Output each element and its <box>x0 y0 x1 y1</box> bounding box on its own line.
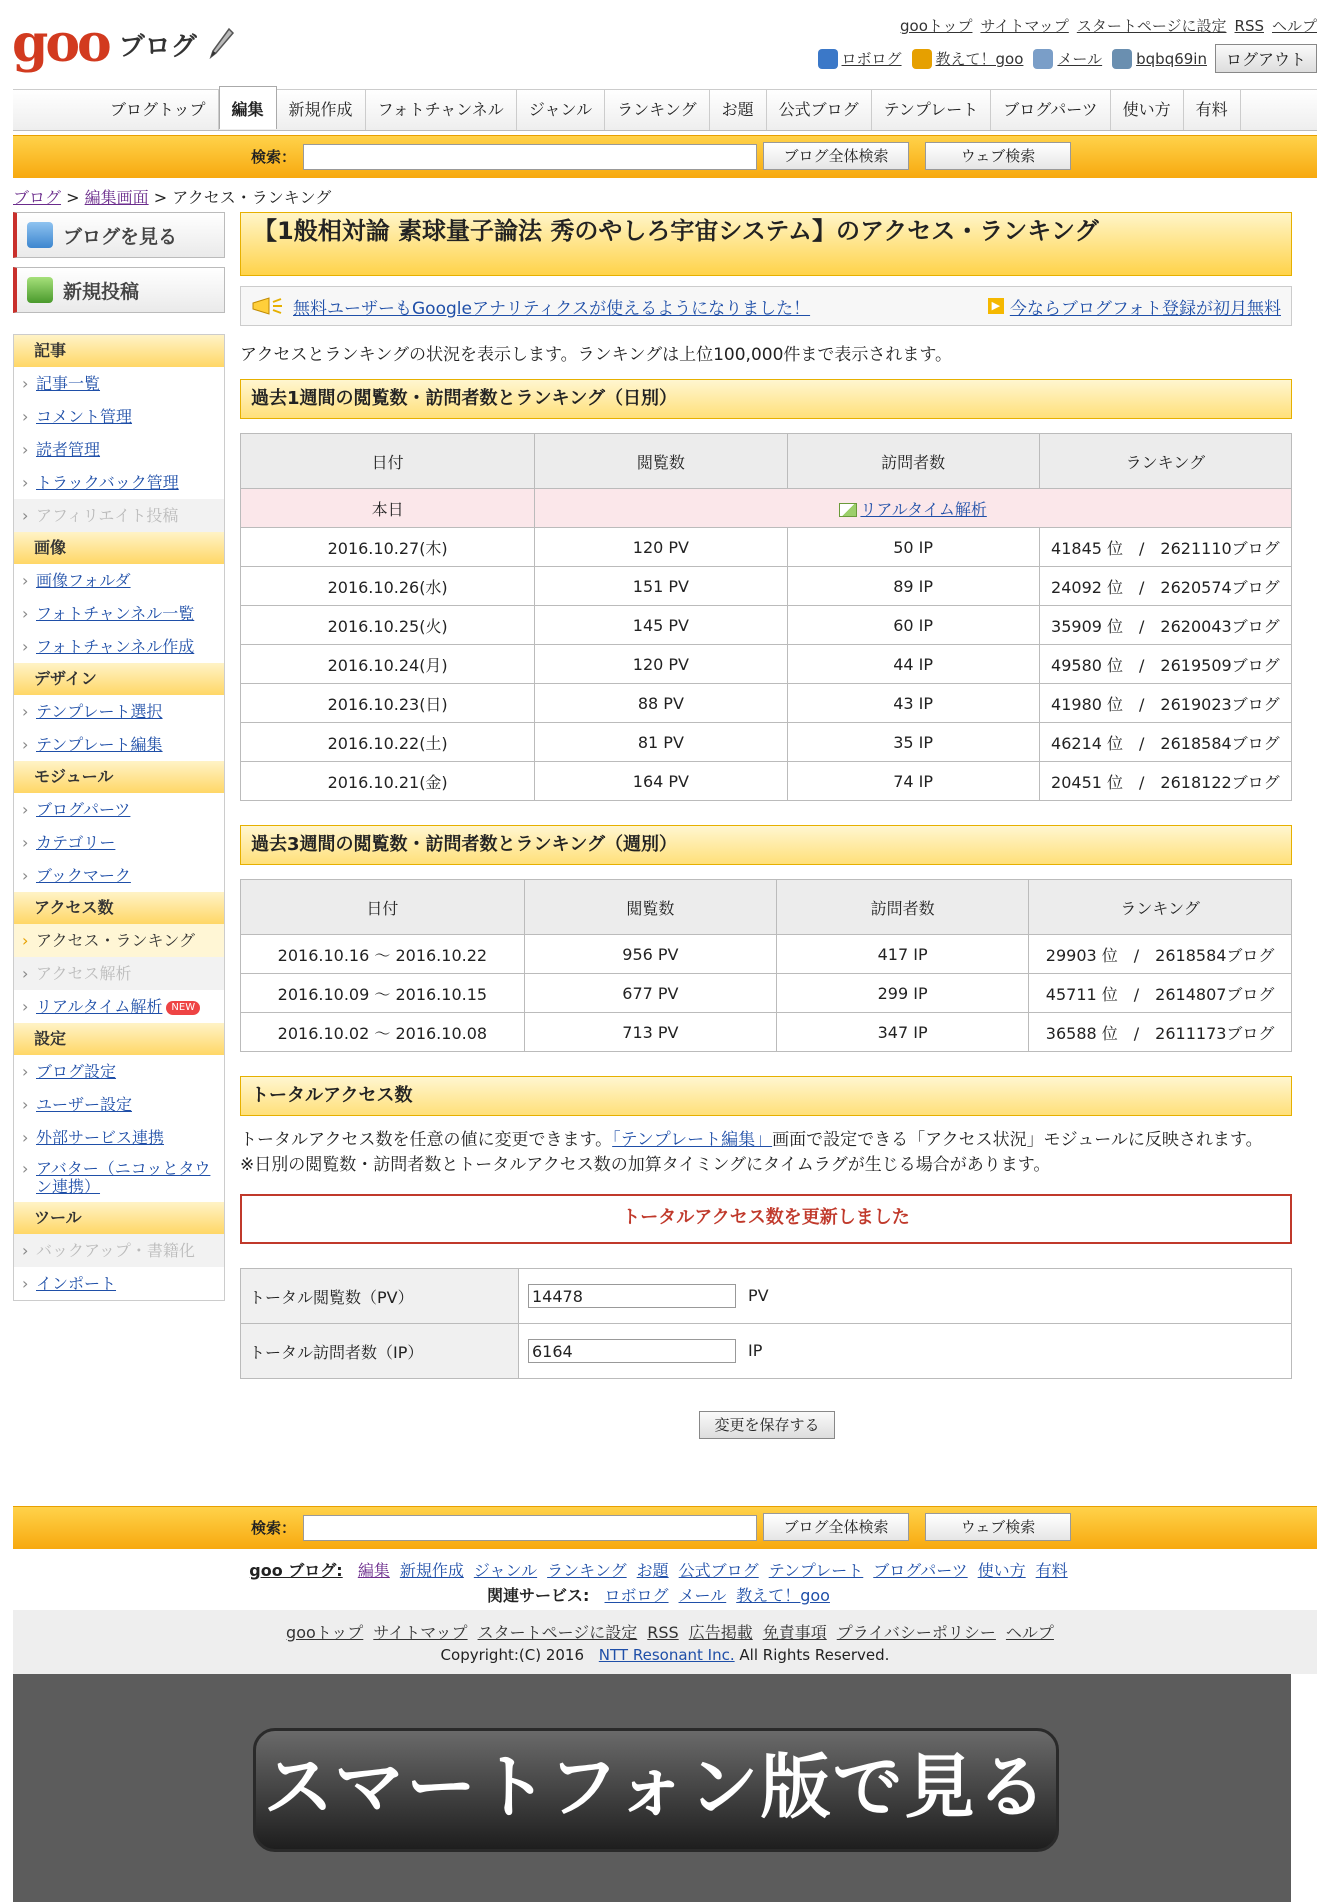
nav-item[interactable]: ランキング <box>605 90 710 130</box>
table-row <box>241 723 1292 762</box>
footer-goo-blog-label[interactable]: goo ブログ: <box>249 1561 343 1580</box>
footer-bottom-link[interactable]: スタートページに設定 <box>477 1623 638 1642</box>
table-row <box>241 762 1292 801</box>
total-ip-label: トータル訪問者数（IP） <box>241 1324 519 1379</box>
table-cell: 50 IP <box>787 528 1039 567</box>
footer-link[interactable]: ジャンル <box>473 1561 538 1580</box>
sidebar-item[interactable] <box>14 466 224 499</box>
sidebar-item[interactable] <box>14 597 224 630</box>
service-link-label: メール <box>1057 50 1103 68</box>
service-link[interactable] <box>912 48 1024 69</box>
sidebar-item-label: カテゴリー <box>36 833 116 852</box>
table-cell: 43 IP <box>787 684 1039 723</box>
table-header: 訪問者数 <box>787 434 1039 489</box>
footer-gray-band <box>13 1610 1317 1674</box>
table-cell: 45711 位 / 2614807ブログ <box>1029 974 1292 1013</box>
breadcrumb-edit-link[interactable]: 編集画面 <box>84 188 149 207</box>
sidebar-item[interactable] <box>14 1088 224 1121</box>
total-description <box>240 1128 1292 1178</box>
smartphone-banner <box>13 1674 1291 1902</box>
sidebar-item <box>14 1234 224 1267</box>
table-header: ランキング <box>1029 880 1292 935</box>
logo-blog-text: ブログ <box>118 31 197 62</box>
table-cell: 49580 位 / 2619509ブログ <box>1039 645 1291 684</box>
weekly-table <box>240 879 1292 1052</box>
table-cell: 2016.10.16 〜 2016.10.22 <box>241 935 525 974</box>
table-header: 日付 <box>241 880 525 935</box>
nav-item[interactable]: 使い方 <box>1111 90 1184 130</box>
sidebar-item[interactable] <box>14 1154 224 1202</box>
page-description: アクセスとランキングの状況を表示します。ランキングは上位100,000件まで表示されます。 <box>240 345 953 365</box>
view-blog-icon <box>27 222 53 248</box>
sidebar-item-label: リアルタイム解析 <box>36 997 163 1016</box>
footer-link[interactable]: 新規作成 <box>399 1561 464 1580</box>
footer-related-services <box>0 1583 1317 1606</box>
table-cell: 2016.10.09 〜 2016.10.15 <box>241 974 525 1013</box>
today-row <box>241 489 1292 528</box>
service-link-label: bqbq69in <box>1136 49 1207 68</box>
table-cell: 417 IP <box>777 935 1029 974</box>
sidebar-menu <box>13 334 225 1301</box>
sidebar-item[interactable] <box>14 728 224 761</box>
footer-related-link[interactable]: ロボログ <box>604 1586 669 1605</box>
main-nav <box>13 89 1317 131</box>
notice-bar <box>240 286 1292 326</box>
user-icon <box>1112 49 1132 69</box>
top-link[interactable]: スタートページに設定 <box>1076 17 1227 35</box>
table-cell: 151 PV <box>535 567 787 606</box>
sidebar-section-heading: モジュール <box>14 761 224 793</box>
nav-item[interactable]: 公式ブログ <box>767 90 872 130</box>
table-cell: 81 PV <box>535 723 787 762</box>
sidebar-item-label: ブログ設定 <box>36 1062 117 1081</box>
footer-link[interactable]: 使い方 <box>977 1561 1026 1580</box>
search-input-bottom[interactable] <box>303 1515 757 1541</box>
table-cell: 41845 位 / 2621110ブログ <box>1039 528 1291 567</box>
people-icon <box>912 49 932 69</box>
footer-link[interactable]: 有料 <box>1035 1561 1068 1580</box>
footer-bottom-link[interactable]: ヘルプ <box>1005 1623 1054 1642</box>
table-cell: 956 PV <box>524 935 776 974</box>
sidebar-item[interactable] <box>14 367 224 400</box>
table-cell: 60 IP <box>787 606 1039 645</box>
service-link-label: 教えて！goo <box>935 50 1024 68</box>
sidebar-item-label: 記事一覧 <box>36 374 101 393</box>
sidebar-item <box>14 957 224 990</box>
sidebar-section-heading: アクセス数 <box>14 892 224 924</box>
new-post-button[interactable] <box>13 267 225 313</box>
top-link[interactable]: gooトップ <box>900 17 973 35</box>
table-cell: 145 PV <box>535 606 787 645</box>
table-cell: 74 IP <box>787 762 1039 801</box>
realtime-cell <box>535 489 1292 528</box>
breadcrumb-blog-link[interactable]: ブログ <box>13 188 62 207</box>
table-cell: 347 IP <box>777 1013 1029 1052</box>
table-cell: 120 PV <box>535 528 787 567</box>
footer-related-link[interactable]: メール <box>678 1586 727 1605</box>
footer-link[interactable]: ブログパーツ <box>873 1561 968 1580</box>
search-bar-top <box>13 135 1317 178</box>
search-label: 検索： <box>251 148 297 166</box>
sidebar-item-label: アバター（ニコッとタウン連携） <box>36 1159 211 1196</box>
top-link[interactable]: ヘルプ <box>1271 17 1317 35</box>
nav-item[interactable]: ブログトップ <box>98 90 219 130</box>
table-cell: 2016.10.27(木) <box>241 528 535 567</box>
sidebar-item[interactable] <box>14 990 224 1023</box>
new-post-label: 新規投稿 <box>63 280 140 303</box>
sidebar-item-label: ユーザー設定 <box>36 1095 133 1114</box>
arrow-right-icon: ▶ <box>988 298 1004 314</box>
table-cell: 35 IP <box>787 723 1039 762</box>
sidebar-section-heading: ツール <box>14 1202 224 1234</box>
table-cell: 44 IP <box>787 645 1039 684</box>
table-row <box>241 567 1292 606</box>
sidebar-item[interactable] <box>14 564 224 597</box>
sidebar-item-label: フォトチャンネル一覧 <box>36 604 195 623</box>
search-label: 検索： <box>251 1519 297 1537</box>
footer-link[interactable]: テンプレート <box>768 1561 864 1580</box>
page-title: 【1般相対論 素球量子論法 秀のやしろ宇宙システム】のアクセス・ランキング <box>240 212 1292 276</box>
nav-item[interactable]: テンプレート <box>872 90 992 130</box>
sidebar-item[interactable] <box>14 1055 224 1088</box>
table-cell: 2016.10.25(火) <box>241 606 535 645</box>
main-content <box>240 212 1292 1379</box>
success-message: トータルアクセス数を更新しました <box>240 1194 1292 1244</box>
footer-blog-links <box>0 1558 1317 1581</box>
table-cell: 677 PV <box>524 974 776 1013</box>
sidebar-section-heading: 設定 <box>14 1023 224 1055</box>
nav-item[interactable]: 有料 <box>1184 90 1241 130</box>
daily-table <box>240 433 1292 801</box>
table-cell: 713 PV <box>524 1013 776 1052</box>
footer-bottom-link[interactable]: gooトップ <box>286 1623 364 1642</box>
sidebar-item[interactable] <box>14 793 224 826</box>
sidebar-section-heading: 記事 <box>14 335 224 367</box>
total-pv-input[interactable]: 14478 <box>528 1284 736 1308</box>
sidebar-item-label: アクセス解析 <box>36 964 132 983</box>
table-row <box>241 606 1292 645</box>
sidebar-item-label: 外部サービス連携 <box>36 1128 165 1147</box>
sidebar-item-label: フォトチャンネル作成 <box>36 637 195 656</box>
total-pv-label: トータル閲覧数（PV） <box>241 1269 519 1324</box>
table-cell: 2016.10.23(日) <box>241 684 535 723</box>
realtime-analysis-link[interactable]: リアルタイム解析 <box>860 499 987 519</box>
service-link-label: ロボログ <box>841 50 902 68</box>
sidebar-item-label: テンプレート選択 <box>36 702 163 721</box>
footer-link[interactable]: 編集 <box>357 1561 390 1580</box>
sidebar-item-label: コメント管理 <box>36 407 133 426</box>
sidebar-item-label: トラックバック管理 <box>36 473 179 492</box>
table-cell: 29903 位 / 2618584ブログ <box>1029 935 1292 974</box>
robot-icon <box>818 49 838 69</box>
table-cell: 2016.10.26(水) <box>241 567 535 606</box>
sidebar-item[interactable] <box>14 859 224 892</box>
total-ip-unit: IP <box>748 1340 763 1360</box>
table-cell: 299 IP <box>777 974 1029 1013</box>
sidebar-section-heading: デザイン <box>14 663 224 695</box>
sidebar-section-heading: 画像 <box>14 532 224 564</box>
table-cell: 120 PV <box>535 645 787 684</box>
nav-item[interactable]: お題 <box>710 90 767 130</box>
sidebar-item-label: ブックマーク <box>36 866 131 885</box>
top-link[interactable]: RSS <box>1234 17 1264 35</box>
sidebar-item-label: 読者管理 <box>36 440 101 459</box>
web-search-button[interactable]: ウェブ検索 <box>925 142 1071 170</box>
total-text-before: トータルアクセス数を任意の値に変更できます。 <box>240 1130 613 1150</box>
sidebar-item-label: バックアップ・書籍化 <box>36 1241 195 1260</box>
sidebar-item[interactable] <box>14 826 224 859</box>
web-search-button-bottom[interactable]: ウェブ検索 <box>925 1513 1071 1541</box>
nav-item[interactable]: 新規作成 <box>277 90 366 130</box>
goo-blog-logo[interactable] <box>12 14 235 74</box>
footer-link[interactable]: 公式ブログ <box>678 1561 759 1580</box>
sidebar <box>13 212 225 1301</box>
sidebar-item[interactable] <box>14 433 224 466</box>
breadcrumb-separator: > <box>153 188 168 207</box>
table-row <box>241 974 1292 1013</box>
sidebar-item <box>14 499 224 532</box>
sidebar-item-label: アクセス・ランキング <box>36 931 196 950</box>
total-form <box>240 1268 1292 1379</box>
template-edit-link[interactable]: 「テンプレート編集」 <box>612 1130 773 1150</box>
footer-bottom-link[interactable]: プライバシーポリシー <box>836 1623 996 1642</box>
table-header: 日付 <box>241 434 535 489</box>
save-changes-button[interactable]: 変更を保存する <box>699 1411 835 1439</box>
table-header: 訪問者数 <box>777 880 1029 935</box>
table-row <box>241 1013 1292 1052</box>
footer-link[interactable]: お題 <box>636 1561 669 1580</box>
total-section-heading: トータルアクセス数 <box>240 1076 1292 1116</box>
table-header: ランキング <box>1039 434 1291 489</box>
table-header: 閲覧数 <box>524 880 776 935</box>
table-cell: 164 PV <box>535 762 787 801</box>
nav-item[interactable]: 編集 <box>219 86 277 129</box>
sidebar-item[interactable] <box>14 1267 224 1300</box>
pen-icon <box>207 27 235 61</box>
new-post-icon <box>27 277 53 303</box>
footer-bottom-link[interactable]: サイトマップ <box>373 1623 468 1642</box>
weekly-section-heading: 過去3週間の閲覧数・訪問者数とランキング（週別） <box>240 825 1292 865</box>
table-cell: 88 PV <box>535 684 787 723</box>
table-cell: 36588 位 / 2611173ブログ <box>1029 1013 1292 1052</box>
nav-item[interactable]: フォトチャンネル <box>366 90 517 130</box>
sidebar-item-label: 画像フォルダ <box>36 571 131 590</box>
footer-related-label: 関連サービス: <box>487 1586 590 1605</box>
sidebar-item[interactable] <box>14 924 224 957</box>
sidebar-item-label: ブログパーツ <box>36 800 131 819</box>
chart-icon <box>839 503 857 517</box>
table-cell: 46214 位 / 2618584ブログ <box>1039 723 1291 762</box>
mail-icon <box>1033 49 1053 69</box>
service-link[interactable] <box>1112 49 1207 69</box>
logout-button[interactable]: ログアウト <box>1215 44 1317 73</box>
breadcrumb <box>13 185 331 208</box>
footer-copyright <box>13 1646 1317 1664</box>
breadcrumb-separator: > <box>66 188 80 207</box>
smartphone-view-button[interactable]: スマートフォン版で見る <box>253 1728 1059 1852</box>
view-blog-label: ブログを見る <box>63 225 178 248</box>
footer-bottom-link[interactable]: RSS <box>647 1623 679 1642</box>
breadcrumb-current: アクセス・ランキング <box>172 188 332 207</box>
logo-goo-text: goo <box>12 13 109 74</box>
sidebar-item[interactable] <box>14 400 224 433</box>
blog-search-button[interactable]: ブログ全体検索 <box>763 142 909 170</box>
table-row <box>241 684 1292 723</box>
table-cell: 2016.10.24(月) <box>241 645 535 684</box>
footer-bottom-links <box>13 1620 1317 1643</box>
footer-bottom-link[interactable]: 広告掲載 <box>688 1623 753 1642</box>
total-ip-input[interactable]: 6164 <box>528 1339 736 1363</box>
footer-link[interactable]: ランキング <box>547 1561 627 1580</box>
sidebar-item[interactable] <box>14 695 224 728</box>
table-cell: 35909 位 / 2620043ブログ <box>1039 606 1291 645</box>
service-link[interactable] <box>818 48 902 69</box>
table-cell: 2016.10.22(土) <box>241 723 535 762</box>
top-link[interactable]: サイトマップ <box>980 17 1069 35</box>
top-links <box>892 15 1317 36</box>
footer-related-link[interactable]: 教えて！goo <box>736 1586 830 1605</box>
footer-bottom-link[interactable]: 免責事項 <box>762 1623 827 1642</box>
table-cell: 20451 位 / 2618122ブログ <box>1039 762 1291 801</box>
service-link[interactable] <box>1033 48 1102 69</box>
sidebar-item-label: インポート <box>36 1274 117 1293</box>
analytics-notice-link[interactable]: 無料ユーザーもGoogleアナリティクスが使えるようになりました！ <box>293 298 811 319</box>
total-pv-unit: PV <box>748 1285 769 1305</box>
view-blog-button[interactable] <box>13 212 225 258</box>
table-cell: 2016.10.02 〜 2016.10.08 <box>241 1013 525 1052</box>
sidebar-item-label: アフィリエイト投稿 <box>36 506 179 525</box>
today-label: 本日 <box>241 489 535 528</box>
service-bar <box>808 44 1317 73</box>
blog-photo-promo-link[interactable]: 今ならブログフォト登録が初月無料 <box>1009 298 1281 319</box>
table-row <box>241 528 1292 567</box>
nav-item[interactable]: ブログパーツ <box>991 90 1110 130</box>
daily-section-heading: 過去1週間の閲覧数・訪問者数とランキング（日別） <box>240 379 1292 419</box>
table-cell: 41980 位 / 2619023ブログ <box>1039 684 1291 723</box>
sidebar-item[interactable] <box>14 1121 224 1154</box>
table-row <box>241 935 1292 974</box>
search-bar-bottom <box>13 1506 1317 1549</box>
blog-search-button-bottom[interactable]: ブログ全体検索 <box>763 1513 909 1541</box>
megaphone-icon <box>251 296 285 316</box>
table-row <box>241 645 1292 684</box>
copyright-suffix: All Rights Reserved. <box>739 1646 890 1664</box>
copyright-prefix: Copyright:(C) 2016 <box>440 1646 585 1664</box>
table-cell: 24092 位 / 2620574ブログ <box>1039 567 1291 606</box>
ntt-resonant-link[interactable]: NTT Resonant Inc. <box>598 1646 735 1664</box>
sidebar-item[interactable] <box>14 630 224 663</box>
total-note: ※日別の閲覧数・訪問者数とトータルアクセス数の加算タイミングにタイムラグが生じる場合があります。 <box>240 1155 1051 1175</box>
table-cell: 2016.10.21(金) <box>241 762 535 801</box>
total-text-after: 画面で設定できる「アクセス状況」モジュールに反映されます。 <box>772 1130 1263 1150</box>
sidebar-item-label: テンプレート編集 <box>36 735 163 754</box>
new-badge: NEW <box>166 1001 200 1015</box>
table-header: 閲覧数 <box>535 434 787 489</box>
search-input[interactable] <box>303 144 757 170</box>
nav-item[interactable]: ジャンル <box>517 90 605 130</box>
table-cell: 89 IP <box>787 567 1039 606</box>
